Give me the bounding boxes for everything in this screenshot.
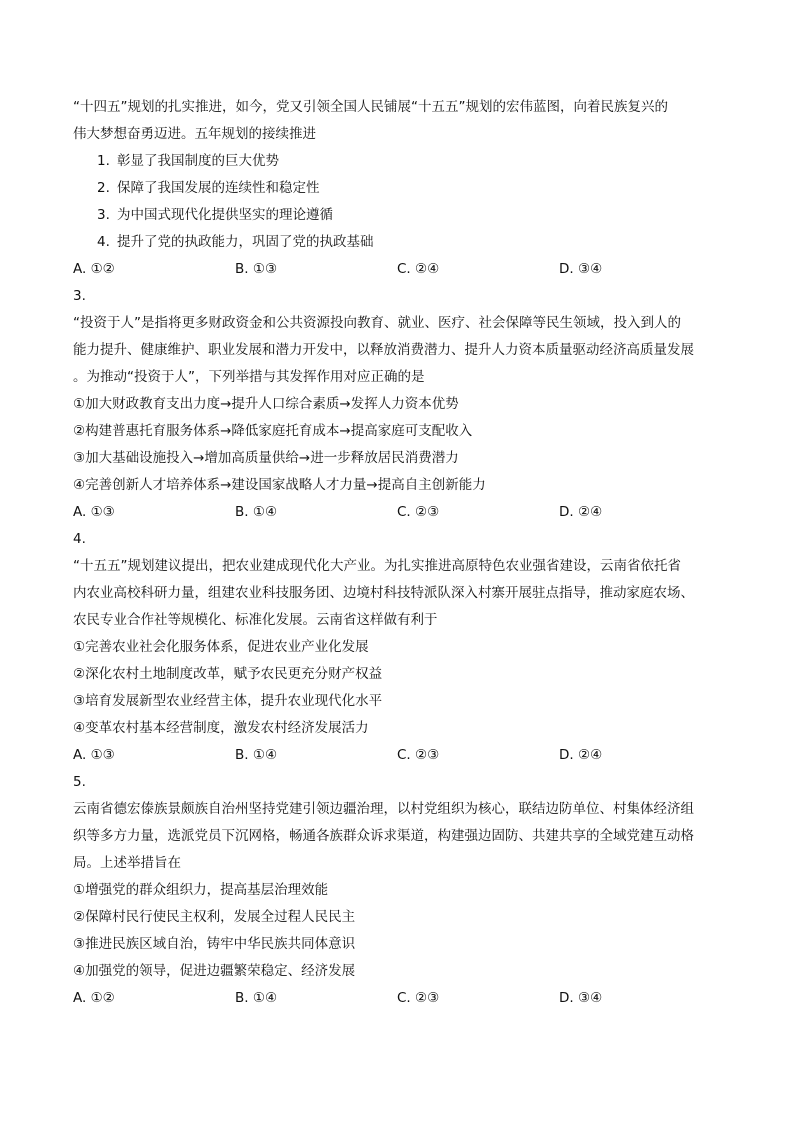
answer-options: [73, 256, 723, 283]
statement: ③推进民族区域自治，铸牢中华民族共同体意识: [73, 936, 356, 952]
option-b[interactable]: B. ①③: [235, 261, 278, 277]
option-d[interactable]: D. ③④: [559, 990, 603, 1006]
statement: ④变革农村基本经营制度，激发农村经济发展活力: [73, 720, 369, 736]
option-b[interactable]: B. ①④: [235, 747, 278, 763]
option-d[interactable]: D. ②④: [559, 504, 603, 520]
question-number: 3.: [73, 288, 86, 304]
question-5: [73, 769, 723, 1012]
statement: ③培育发展新型农业经营主体，提升农业现代化水平: [73, 693, 383, 709]
statement-number: 1.: [97, 153, 110, 169]
question-stem-line: 农民专业合作社等规模化、标准化发展。云南省这样做有利于: [73, 612, 438, 628]
question-stem-line: 织等多方力量，选派党员下沉网格，畅通各族群众诉求渠道，构建强边固防、共建共享的全域党建互动格: [73, 828, 694, 844]
statement-text: 保障了我国发展的连续性和稳定性: [117, 180, 320, 196]
statement: ④完善创新人才培养体系→建设国家战略人才力量→提高自主创新能力: [73, 477, 486, 493]
numbered-statement: [73, 175, 723, 202]
statement: ②构建普惠托育服务体系→降低家庭托育成本→提高家庭可支配收入: [73, 423, 473, 439]
numbered-statement: [73, 148, 723, 175]
question-stem-line: 云南省德宏傣族景颇族自治州坚持党建引领边疆治理，以村党组织为核心，联结边防单位、村集体经济组: [73, 801, 694, 817]
question-stem-line: 伟大梦想奋勇迈进。五年规划的接续推进: [73, 126, 316, 142]
answer-options: [73, 742, 723, 769]
question-stem-line: “投资于人”是指将更多财政资金和公共资源投向教育、就业、医疗、社会保障等民生领域，投入到人的: [73, 315, 681, 331]
statement-text: 提升了党的执政能力，巩固了党的执政基础: [117, 234, 374, 250]
question-stem-line: 局。上述举措旨在: [73, 855, 181, 871]
statement: ③加大基础设施投入→增加高质量供给→进一步释放居民消费潜力: [73, 450, 459, 466]
question-number: 5.: [73, 774, 86, 790]
numbered-statement: [73, 202, 723, 229]
option-b[interactable]: B. ①④: [235, 504, 278, 520]
option-a[interactable]: A. ①③: [73, 504, 115, 520]
option-a[interactable]: A. ①②: [73, 990, 115, 1006]
question-2: [73, 94, 723, 283]
statement: ②保障村民行使民主权利，发展全过程人民民主: [73, 909, 356, 925]
option-d[interactable]: D. ③④: [559, 261, 603, 277]
option-c[interactable]: C. ②③: [397, 990, 440, 1006]
option-b[interactable]: B. ①④: [235, 990, 278, 1006]
option-c[interactable]: C. ②③: [397, 747, 440, 763]
statement: ①加大财政教育支出力度→提升人口综合素质→发挥人力资本优势: [73, 396, 459, 412]
statement-number: 2.: [97, 180, 110, 196]
statement: ②深化农村土地制度改革，赋予农民更充分财产权益: [73, 666, 383, 682]
option-c[interactable]: C. ②④: [397, 261, 440, 277]
numbered-statement: [73, 229, 723, 256]
option-a[interactable]: A. ①②: [73, 261, 115, 277]
answer-options: [73, 985, 723, 1012]
statement-text: 彰显了我国制度的巨大优势: [117, 153, 279, 169]
statement: ④加强党的领导，促进边疆繁荣稳定、经济发展: [73, 963, 356, 979]
statement-text: 为中国式现代化提供坚实的理论遵循: [117, 207, 333, 223]
statement-number: 4.: [97, 234, 110, 250]
option-d[interactable]: D. ②④: [559, 747, 603, 763]
question-stem-line: 内农业高校科研力量，组建农业科技服务团、边境村科技特派队深入村寨开展驻点指导，推动家庭农场、: [73, 585, 694, 601]
statement-number: 3.: [97, 207, 110, 223]
question-stem-line: “十五五”规划建议提出，把农业建成现代化大产业。为扎实推进高原特色农业强省建设，云南省依托省: [73, 558, 681, 574]
question-stem-line: “十四五”规划的扎实推进，如今，党又引领全国人民铺展“十五五”规划的宏伟蓝图，向着民族复兴的: [73, 99, 668, 115]
question-number: 4.: [73, 531, 86, 547]
option-c[interactable]: C. ②③: [397, 504, 440, 520]
option-a[interactable]: A. ①③: [73, 747, 115, 763]
answer-options: [73, 499, 723, 526]
statement: ①完善农业社会化服务体系，促进农业产业化发展: [73, 639, 369, 655]
statement: ①增强党的群众组织力，提高基层治理效能: [73, 882, 329, 898]
question-3: [73, 283, 723, 526]
question-stem-line: 。为推动“投资于人”，下列举措与其发挥作用对应正确的是: [73, 369, 425, 385]
document-page: [73, 94, 723, 1012]
question-4: [73, 526, 723, 769]
question-stem-line: 能力提升、健康维护、职业发展和潜力开发中，以释放消费潜力、提升人力资本质量驱动经济高质量发展: [73, 342, 694, 358]
